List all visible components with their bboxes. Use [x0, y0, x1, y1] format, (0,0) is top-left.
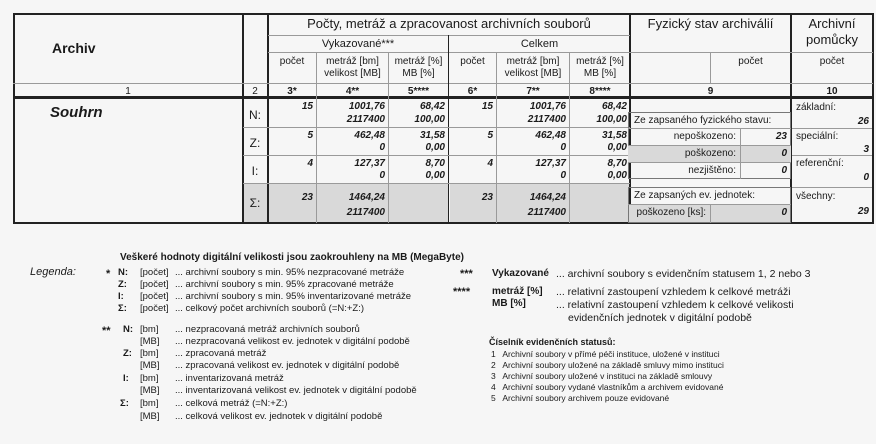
- cell: 8,70: [425, 158, 445, 169]
- legend-star3-key: Vykazované: [492, 268, 549, 279]
- header-physical: Fyzický stav archiválií: [647, 16, 774, 31]
- cell: 23: [481, 192, 493, 203]
- cell: 5: [487, 130, 493, 141]
- header-pct-5: metráž [%] MB [%]: [394, 56, 443, 79]
- legend-key: N:: [123, 324, 134, 335]
- status-item: 4 Archivní soubory vydané vlastníkům a archivem evidované: [491, 382, 724, 392]
- colnum-7: 7**: [526, 86, 540, 97]
- legend-desc: ... celková metráž (=N:+Z:): [175, 398, 288, 409]
- legend-star3-desc: ... archivní soubory s evidenčním statusem 1, 2 nebo 3: [556, 268, 811, 280]
- legend-star4-desc1: ... relativní zastoupení vzhledem k celkové metráži: [556, 286, 791, 298]
- row-label-n: N:: [249, 108, 261, 122]
- cell: 127,37: [535, 158, 566, 169]
- colnum-6: 6*: [467, 86, 478, 97]
- header-counts-group: Počty, metráž a zpracovanost archivních souborů: [307, 16, 591, 31]
- cell: 15: [301, 101, 313, 112]
- legend-unit: [bm]: [140, 373, 159, 384]
- legend-key: I:: [118, 291, 124, 302]
- header-archiv: Archiv: [52, 40, 96, 56]
- cell: 0,00: [425, 142, 445, 153]
- row-label-sum: Σ:: [249, 196, 261, 210]
- cell: 0,00: [607, 142, 627, 153]
- legend-unit: [počet]: [140, 303, 169, 314]
- legend-key: I:: [123, 373, 129, 384]
- physical-label: nepoškozeno:: [673, 131, 736, 142]
- row-label-i: I:: [251, 164, 259, 178]
- legend-star1: *: [106, 268, 111, 280]
- legend-unit: [MB]: [140, 336, 160, 347]
- legend-key: Σ:: [120, 398, 129, 409]
- header-pocet-9: počet: [738, 56, 763, 67]
- aids-label: speciální:: [796, 131, 839, 142]
- legend-unit: [bm]: [140, 348, 159, 359]
- colnum-10: 10: [826, 86, 838, 97]
- status-title: Číselník evidenčních statusů:: [489, 337, 616, 347]
- colnum-4: 4**: [345, 86, 360, 97]
- cell: 0,00: [425, 170, 445, 181]
- cell: 2117400: [527, 207, 566, 218]
- colnum-3: 3*: [287, 86, 297, 97]
- cell: 8,70: [607, 158, 627, 169]
- legend-title: Legenda:: [30, 266, 76, 278]
- damaged-value: 0: [781, 207, 787, 218]
- legend-note: Veškeré hodnoty digitální velikosti jsou zaokrouhleny na MB (MegaByte): [120, 252, 464, 263]
- aids-label: všechny:: [796, 191, 836, 202]
- legend-desc: ... celková velikost ev. jednotek v digitální podobě: [175, 411, 383, 422]
- cell: 0: [560, 142, 566, 153]
- physical-label: poškozeno:: [684, 148, 736, 159]
- cell: 0,00: [607, 170, 627, 181]
- legend-star4-key2: MB [%]: [492, 298, 526, 309]
- cell: 100,00: [596, 114, 627, 125]
- legend-star4-key1: metráž [%]: [492, 286, 543, 297]
- status-item: 3 Archivní soubory uložené v instituci na základě smlouvy: [491, 371, 713, 381]
- cell: 15: [481, 101, 493, 112]
- legend-desc: ... nezpracovaná metráž archivních souborů: [175, 324, 360, 335]
- legend-key: Σ:: [118, 303, 127, 314]
- legend-unit: [MB]: [140, 385, 160, 396]
- row-label-z: Z:: [249, 136, 261, 150]
- header-aids: Archivní pomůcky: [805, 16, 859, 47]
- cell: 462,48: [535, 130, 566, 141]
- cell: 2117400: [346, 207, 385, 218]
- cell: 4: [487, 158, 493, 169]
- status-item: 1 Archivní soubory v přímé péči instituce, uložené v instituci: [491, 349, 720, 359]
- header-reported: Vykazované***: [321, 38, 395, 50]
- cell: 1464,24: [348, 192, 385, 203]
- cell: 0: [379, 170, 385, 181]
- cell: 23: [301, 192, 313, 203]
- aids-label: základní:: [796, 102, 837, 113]
- colnum-1: 1: [125, 86, 131, 97]
- legend-unit: [MB]: [140, 360, 160, 371]
- colnum-8: 8****: [589, 86, 611, 97]
- legend-key: N:: [118, 267, 129, 278]
- aids-value: 26: [857, 116, 869, 127]
- legend-unit: [bm]: [140, 324, 159, 335]
- header-total: Celkem: [520, 38, 559, 50]
- legend-desc: ... inventarizovaná metráž: [175, 373, 284, 384]
- cell: 127,37: [354, 158, 385, 169]
- legend-desc: ... celkový počet archivních souborů (=N:+Z:): [175, 303, 365, 314]
- legend-unit: [bm]: [140, 398, 159, 409]
- physical-value: 0: [781, 148, 787, 159]
- physical-label: nezjištěno:: [688, 165, 736, 176]
- legend-unit: [počet]: [140, 279, 169, 290]
- header-pocet-6: počet: [460, 56, 485, 67]
- header-metraz-4: metráž [bm] velikost [MB]: [324, 56, 381, 79]
- summary-label: Souhrn: [50, 104, 103, 121]
- legend-star4-desc2: ... relativní zastoupení vzhledem k celkové velikosti: [556, 299, 794, 311]
- damaged-label: poškozeno [ks]:: [636, 207, 706, 218]
- legend-desc: ... inventarizovaná velikost ev. jednotek v digitální podobě: [175, 385, 417, 396]
- physical-value: 0: [781, 165, 787, 176]
- legend-desc: ... archivní soubory s min. 95% inventarizované metráže: [175, 291, 412, 302]
- legend-star4: ****: [453, 286, 471, 298]
- cell: 0: [379, 142, 385, 153]
- legend-desc: ... zpracovaná velikost ev. jednotek v digitální podobě: [175, 360, 400, 371]
- cell: 100,00: [414, 114, 445, 125]
- cell: 0: [560, 170, 566, 181]
- cell: 5: [307, 130, 313, 141]
- legend-key: Z:: [123, 348, 132, 359]
- legend-star4-desc3: evidenčních jednotek v digitální podobě: [568, 312, 752, 324]
- cell: 4: [307, 158, 313, 169]
- physical-title-2: Ze zapsaných ev. jednotek:: [634, 190, 755, 201]
- legend-desc: ... archivní soubory s min. 95% zpracované metráže: [175, 279, 394, 290]
- legend-desc: ... archivní soubory s min. 95% nezpracované metráže: [175, 267, 405, 278]
- cell: 1464,24: [529, 192, 566, 203]
- aids-label: referenční:: [796, 158, 844, 169]
- cell: 31,58: [601, 130, 627, 141]
- cell: 68,42: [419, 101, 445, 112]
- cell: 1001,76: [529, 101, 566, 112]
- header-metraz-7: metráž [bm] velikost [MB]: [504, 56, 562, 79]
- cell: 462,48: [354, 130, 385, 141]
- cell: 1001,76: [348, 101, 385, 112]
- status-item: 2 Archivní soubory uložené na základě smluvy mimo instituci: [491, 360, 724, 370]
- physical-value: 23: [775, 131, 787, 142]
- status-item: 5 Archivní soubory archivem pouze evidované: [491, 393, 670, 403]
- legend-desc: ... zpracovaná metráž: [175, 348, 267, 359]
- physical-title-1: Ze zapsaného fyzického stavu:: [634, 115, 772, 126]
- cell: 2117400: [346, 114, 385, 125]
- legend-unit: [počet]: [140, 267, 169, 278]
- colnum-5: 5****: [407, 86, 430, 97]
- colnum-9: 9: [707, 86, 714, 97]
- legend-unit: [MB]: [140, 411, 160, 422]
- legend-star3: ***: [460, 268, 473, 280]
- legend-desc: ... nezpracovaná velikost ev. jednotek v digitální podobě: [175, 336, 410, 347]
- header-pocet-10: počet: [819, 56, 845, 67]
- legend-key: Z:: [118, 279, 127, 290]
- cell: 68,42: [601, 101, 627, 112]
- header-pocet-3: počet: [279, 56, 305, 67]
- aids-value: 0: [863, 172, 869, 183]
- cell: 2117400: [527, 114, 566, 125]
- aids-value: 3: [863, 144, 869, 155]
- legend-unit: [počet]: [140, 291, 169, 302]
- header-pct-8: metráž [%] MB [%]: [576, 56, 624, 79]
- cell: 31,58: [419, 130, 445, 141]
- colnum-2: 2: [252, 86, 258, 97]
- legend-star2: **: [102, 325, 111, 337]
- aids-value: 29: [857, 206, 869, 217]
